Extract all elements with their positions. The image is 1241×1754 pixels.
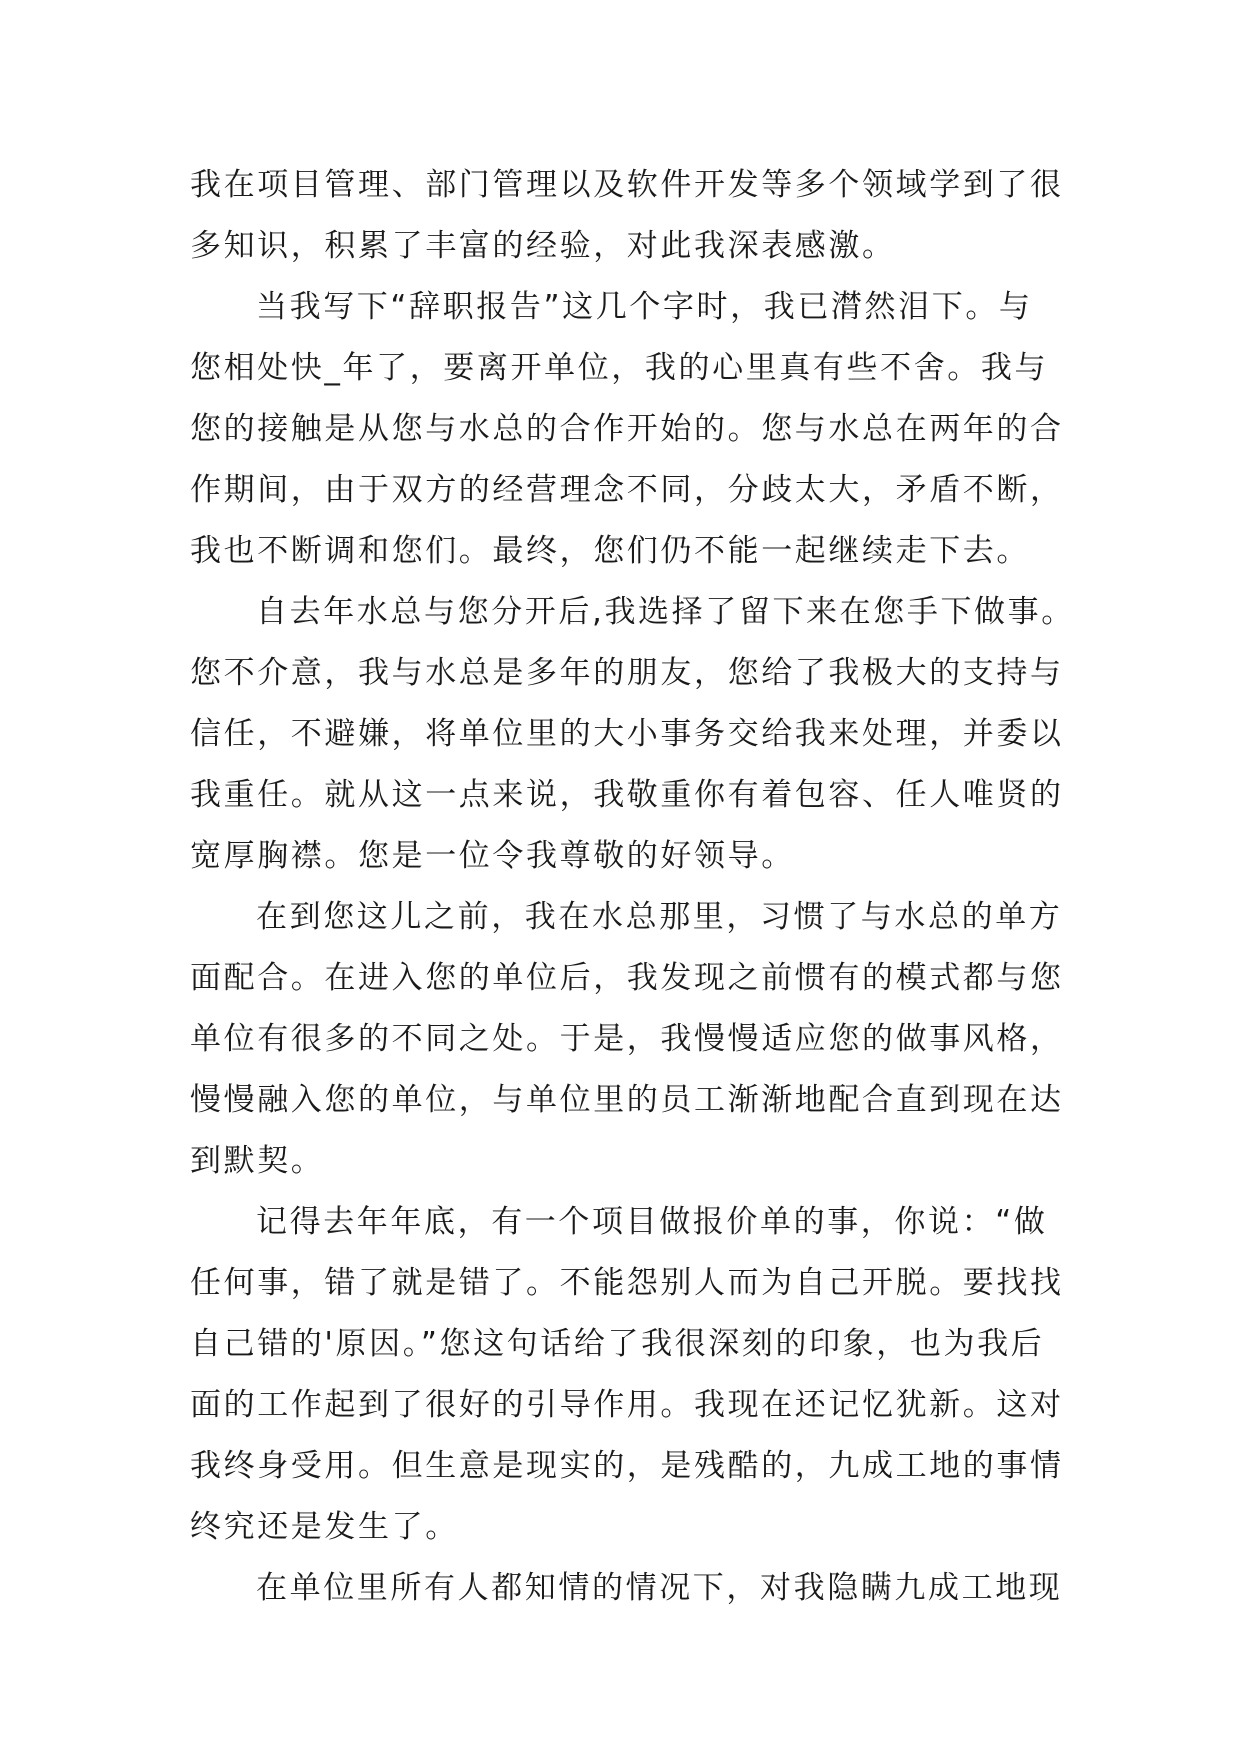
text-line: 自己错的'原因。”您这句话给了我很深刻的印象，也为我后 [190,1326,1045,1362]
paragraph-first-line: 自去年水总与您分开后,我选择了留下来在您手下做事。 [256,594,1075,630]
text-line: 作期间，由于双方的经营理念不同，分歧太大，矛盾不断， [190,472,1064,508]
text-line: 宽厚胸襟。您是一位令我尊敬的好领导。 [190,838,795,874]
text-line: 您不介意，我与水总是多年的朋友，您给了我极大的支持与 [190,655,1064,691]
text-line: 多知识，积累了丰富的经验，对此我深表感激。 [190,228,896,264]
text-line: 面的工作起到了很好的引导作用。我现在还记忆犹新。这对 [190,1387,1064,1423]
text-line: 我终身受用。但生意是现实的，是残酷的，九成工地的事情 [190,1448,1064,1484]
text-line: 我在项目管理、部门管理以及软件开发等多个领域学到了很 [190,167,1064,203]
paragraph-first-line: 在到您这儿之前，我在水总那里，习惯了与水总的单方 [256,899,1063,935]
document-body [190,155,1075,1619]
text-line: 我重任。就从这一点来说，我敬重你有着包容、任人唯贤的 [190,777,1064,813]
text-line: 我也不断调和您们。最终，您们仍不能一起继续走下去。 [190,533,1030,569]
text-line: 信任，不避嫌，将单位里的大小事务交给我来处理，并委以 [190,716,1064,752]
text-line: 任何事，错了就是错了。不能怨别人而为自己开脱。要找找 [190,1265,1064,1301]
text-line: 到默契。 [190,1143,325,1179]
text-line: 终究还是发生了。 [190,1509,459,1545]
paragraph-first-line: 记得去年年底，有一个项目做报价单的事，你说：“做 [256,1204,1048,1240]
text-line: 您的接触是从您与水总的合作开始的。您与水总在两年的合 [190,411,1064,447]
text-line: 您相处快_年了，要离开单位，我的心里真有些不舍。我与 [190,350,1049,386]
text-line: 面配合。在进入您的单位后，我发现之前惯有的模式都与您 [190,960,1064,996]
paragraph-first-line: 在单位里所有人都知情的情况下，对我隐瞒九成工地现 [256,1570,1063,1606]
text-line: 单位有很多的不同之处。于是，我慢慢适应您的做事风格， [190,1021,1064,1057]
paragraph-first-line: 当我写下“辞职报告”这几个字时，我已潸然泪下。与 [256,289,1033,325]
text-line: 慢慢融入您的单位，与单位里的员工渐渐地配合直到现在达 [190,1082,1064,1118]
